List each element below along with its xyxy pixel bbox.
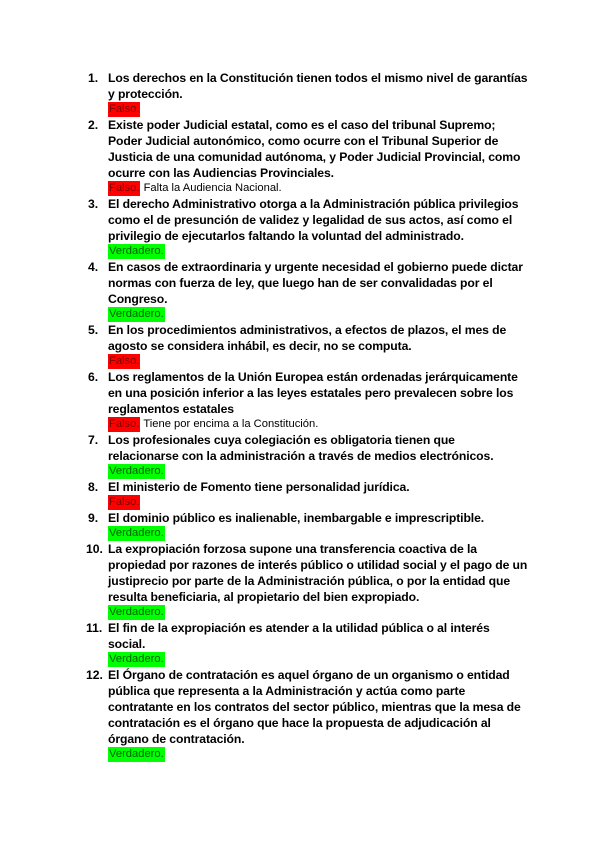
answer-badge-true: Verdadero. bbox=[109, 653, 164, 665]
answer-badge-false: Falso. bbox=[109, 355, 140, 367]
question-item bbox=[88, 479, 528, 510]
question-item bbox=[88, 432, 528, 479]
question-item bbox=[88, 667, 528, 762]
question-text: Existe poder Judicial estatal, como es el caso del tribunal Supremo; Poder Judicial autonómico, como ocurre con el Tribunal Superior de Justicia de una comunidad autónoma, y Poder Judicial Provincial, como ocurre con las Audiencias Provinciales. bbox=[108, 118, 521, 180]
answer-line bbox=[108, 417, 528, 432]
answer-line bbox=[108, 102, 528, 117]
answer-badge-false: Falso. bbox=[109, 103, 140, 115]
question-item bbox=[88, 196, 528, 259]
question-number: 9. bbox=[88, 511, 99, 525]
question-number: 6. bbox=[88, 370, 99, 384]
question-item bbox=[88, 620, 528, 667]
question-text: El derecho Administrativo otorga a la Administración pública privilegios como el de presunción de validez y legalidad de sus actos, así como el privilegio de ejecutarlos faltando la voluntad del administrado. bbox=[108, 197, 519, 243]
answer-line bbox=[108, 307, 528, 322]
question-number: 7. bbox=[88, 433, 99, 447]
question-text: En casos de extraordinaria y urgente necesidad el gobierno puede dictar normas con fuerza de ley, que luego han de ser convalidadas por el Congreso. bbox=[108, 260, 523, 306]
question-item bbox=[88, 259, 528, 322]
question-number: 12. bbox=[86, 668, 103, 682]
answer-badge-true: Verdadero. bbox=[109, 527, 164, 539]
question-number: 3. bbox=[88, 197, 99, 211]
answer-line bbox=[108, 354, 528, 369]
answer-line bbox=[108, 526, 528, 541]
question-number: 10. bbox=[86, 542, 103, 556]
question-number: 2. bbox=[88, 118, 99, 132]
question-text: Los derechos en la Constitución tienen todos el mismo nivel de garantías y protección. bbox=[108, 71, 528, 101]
question-text: El fin de la expropiación es atender a la utilidad pública o al interés social. bbox=[108, 621, 490, 651]
question-number: 11. bbox=[86, 621, 103, 635]
question-list bbox=[88, 70, 528, 762]
question-number: 8. bbox=[88, 480, 99, 494]
answer-line bbox=[108, 495, 528, 510]
answer-badge-true: Verdadero. bbox=[109, 606, 164, 618]
question-number: 4. bbox=[88, 260, 99, 274]
question-text: En los procedimientos administrativos, a efectos de plazos, el mes de agosto se considera inhábil, es decir, no se computa. bbox=[108, 323, 507, 353]
answer-line bbox=[108, 464, 528, 479]
question-item bbox=[88, 117, 528, 196]
answer-badge-true: Verdadero. bbox=[109, 245, 164, 257]
question-item bbox=[88, 510, 528, 541]
question-number: 5. bbox=[88, 323, 99, 337]
question-text: La expropiación forzosa supone una transferencia coactiva de la propiedad por razones de interés público o utilidad social y el pago de un justiprecio por parte de la Administración pública, o por la entidad que resulta beneficiaria, al propietario del bien expropiado. bbox=[108, 542, 528, 604]
question-text: El dominio público es inalienable, inembargable e imprescriptible. bbox=[108, 511, 485, 525]
answer-note: Falta la Audiencia Nacional. bbox=[143, 182, 282, 194]
answer-badge-false: Falso. bbox=[109, 496, 140, 508]
question-text: Los profesionales cuya colegiación es obligatoria tienen que relacionarse con la administración a través de medios electrónicos. bbox=[108, 433, 494, 463]
answer-badge-true: Verdadero. bbox=[109, 308, 164, 320]
answer-line bbox=[108, 747, 528, 762]
answer-note: Tiene por encima a la Constitución. bbox=[143, 418, 319, 430]
answer-line bbox=[108, 652, 528, 667]
answer-badge-false: Falso. bbox=[109, 182, 140, 194]
answer-badge-false: Falso. bbox=[109, 418, 140, 430]
answer-badge-true: Verdadero. bbox=[109, 465, 164, 477]
answer-badge-true: Verdadero. bbox=[109, 748, 164, 760]
question-item bbox=[88, 369, 528, 432]
question-item bbox=[88, 541, 528, 620]
question-number: 1. bbox=[88, 71, 99, 85]
question-text: Los reglamentos de la Unión Europea están ordenadas jerárquicamente en una posición inferior a las leyes estatales pero prevalecen sobre los reglamentos estatales bbox=[108, 370, 518, 416]
question-item bbox=[88, 70, 528, 117]
question-item bbox=[88, 322, 528, 369]
question-text: El ministerio de Fomento tiene personalidad jurídica. bbox=[108, 480, 410, 494]
answer-line bbox=[108, 605, 528, 620]
answer-line bbox=[108, 244, 528, 259]
question-text: El Órgano de contratación es aquel órgano de un organismo o entidad pública que representa a la Administración y actúa como parte contratante en los contratos del sector público, mientras que la mesa de contratación es el órgano que hace la propuesta de adjudicación al órgano de contratación. bbox=[108, 668, 521, 746]
answer-line bbox=[108, 181, 528, 196]
